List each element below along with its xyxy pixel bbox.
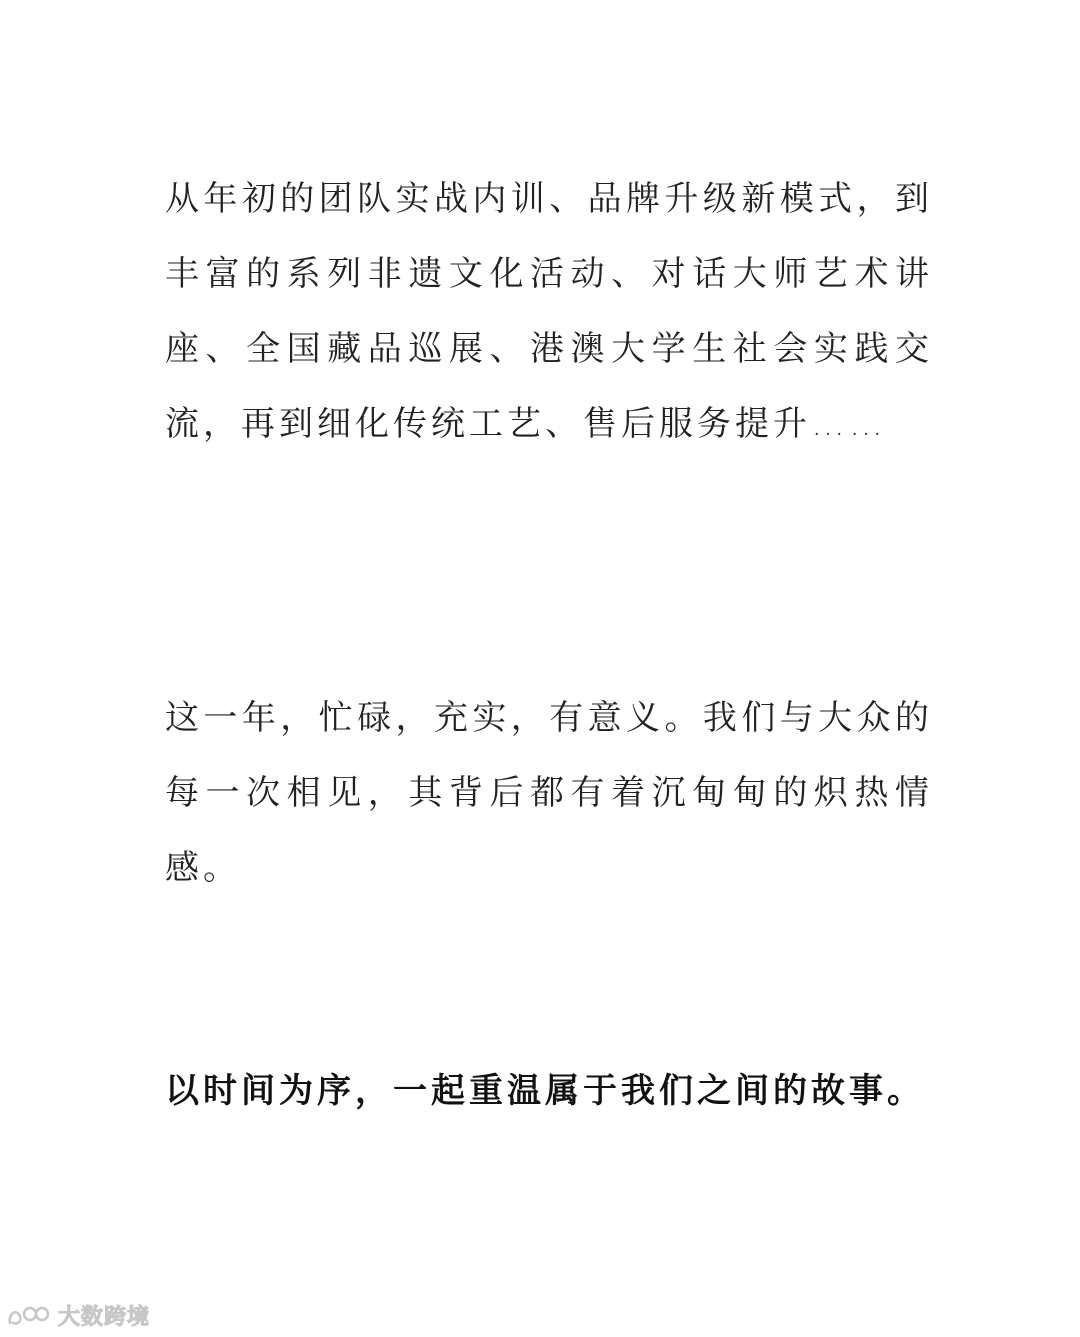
article-paragraph-3-bold: 以时间为序，一起重温属于我们之间的故事。 <box>165 1071 925 1111</box>
article-paragraph-2: 这一年，忙碌，充实，有意义。我们与大众的每一次相见，其背后都有着沉甸甸的炽热情感。 <box>165 698 933 888</box>
watermark-text: 大数跨境 <box>58 1305 151 1330</box>
watermark <box>6 1300 150 1331</box>
article-paragraph-1: 从年初的团队实战内训、品牌升级新模式，到丰富的系列非遗文化活动、对话大师艺术讲座、全国藏品巡展、港澳大学生社会实践交流，再到细化传统工艺、售后服务提升…… <box>165 179 933 444</box>
watermark-logo-icon <box>6 1302 52 1330</box>
